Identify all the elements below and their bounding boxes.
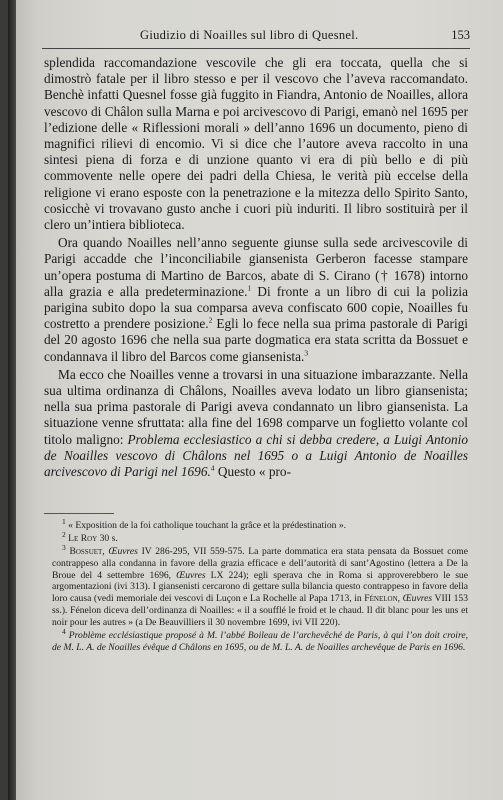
page-header bbox=[42, 26, 470, 46]
footnotes bbox=[52, 516, 469, 655]
footnote-ref-3: 3 bbox=[304, 348, 309, 358]
footnote-2: $^2$ Le Roy 30 s. bbox=[62, 529, 118, 544]
main-text bbox=[44, 55, 468, 480]
book-gutter-shadow bbox=[8, 0, 16, 800]
footnote-ref-4: 4 bbox=[210, 463, 215, 473]
footnote-ref-2: 2 bbox=[208, 315, 213, 325]
footnote-rule bbox=[44, 513, 114, 514]
footnote-4: $^4$ Problème ecclésiastique proposé à M. l’abbé Boileau de l’archevêché de Paris, à qui l’on doit croire, de M. L. A. de Noailles évêque d Châlons en 1695, ou de M. L. A. de Noailles archevêque de Paris en 1696. bbox=[52, 626, 468, 653]
footnote-3: $^3$ Bossuet, Œuvres IV 286-295, VII 559-575. La parte dommatica era stata pensata da Bossuet come contrappeso alla condanna in favore della grazia efficace e dell’autorità di sant’Agostino (lettera a De la Broue del 4 settembre 1696, Œuvres LX 224); egli sperava che in Roma si approverebbero le sue argomentazioni (ivi 313). I giansenisti cercarono di gettare sulla bilancia questo contrappeso in favore della loro causa (vedi memoriale dei vescovi di Luçon e La Rochelle al Papa 1713, in Fénelon, Œuvres VIII 153 ss.). Fénelon diceva dell’ordinanza di Noailles: « il a soufflé le froid et le chaud. Il dit blanc pour les uns et noir pour les autres » (a De Beauvilliers il 30 novembre 1699, ivi VII 220). bbox=[52, 542, 469, 628]
footnote-ref-1: 1 bbox=[247, 283, 252, 293]
header-rule bbox=[42, 48, 470, 49]
italic-title: Problema ecclesiastico a chi si debba credere, a Luigi Antonio de Noailles vescovo di Châlons nel 1695 o a Luigi Antonio de Noailles arcivescovo di Parigi nel 1696. bbox=[44, 431, 468, 480]
paragraph-2: Ora quando Noailles nell’anno seguente giunse sulla sede arcivescovile di Parigi accadde che l’inconciliabile giansenista Gerberon facesse stampare un’opera postuma di Martino de Barcos, abate di S. Cirano († 1678) intorno alla grazia e alla predeterminazione.$^1$ Di fronte a un libro di cui la polizia parigina subito dopo la sua comparsa aveva confiscato 600 copie, Noailles fu costretto a prendere posizione.$^2$ Egli lo fece nella sua prima pastorale di Parigi del 20 agosto 1696 che nella sua parte dogmatica era stata scritta da Bossuet e condannava il libro del Barcos come giansenista.$^3$ bbox=[44, 235, 468, 364]
paragraph-3: Ma ecco che Noailles venne a trovarsi in una situazione imbarazzante. Nella sua ultima ordinanza di Châlons, Noailles aveva lodato un libro giansenista; nella sua prima pastorale di Parigi aveva condannato un libro giansenista. La situazione venne sfruttata: alla fine del 1698 comparve un foglietto volante col titolo maligno: Problema ecclesiastico a chi si debba credere, a Luigi Antonio de Noailles vescovo di Châlons nel 1695 o a Luigi Antonio de Noailles arcivescovo di Parigi nel 1696.$^4$ Questo « pro- bbox=[44, 366, 468, 480]
running-title: Giudizio di Noailles sul libro di Quesnel. bbox=[140, 28, 359, 42]
paragraph-1: splendida raccomandazione vescovile che gli era toccata, quella che si dimostrò fatale per il libro stesso e per il vescovo che l’aveva raccomandato. Benchè infatti Quesnel fosse già fuggito in Fiandra, Antonio de Noailles, allora vescovo di Châlon sulla Marna e poi arcivescovo di Parigi, emanò nel 1695 per l’edizione delle « Riflessioni morali » dell’anno 1696 un documento, pieno di magnifici rilievi di encomio. Vi si dice che l’autore aveva raccolto in una sintesi piena di forza e di unzione quanto vi era di più bello e di più commovente nelle opere dei padri della Chiesa, le verità più eccelse della religione vi erano esposte con la penetrazione e la mitezza dello Spirito Santo, cosicchè vi trovavano gusto anche i cuori più induriti. Il libro sostituirà per il clero un’intiera biblioteca. bbox=[44, 55, 468, 233]
book-page bbox=[8, 0, 503, 800]
page-number: 153 bbox=[451, 28, 470, 42]
footnote-1: $^1$ « Exposition de la foi catholique touchant la grâce et la prédestination ». bbox=[62, 516, 347, 531]
